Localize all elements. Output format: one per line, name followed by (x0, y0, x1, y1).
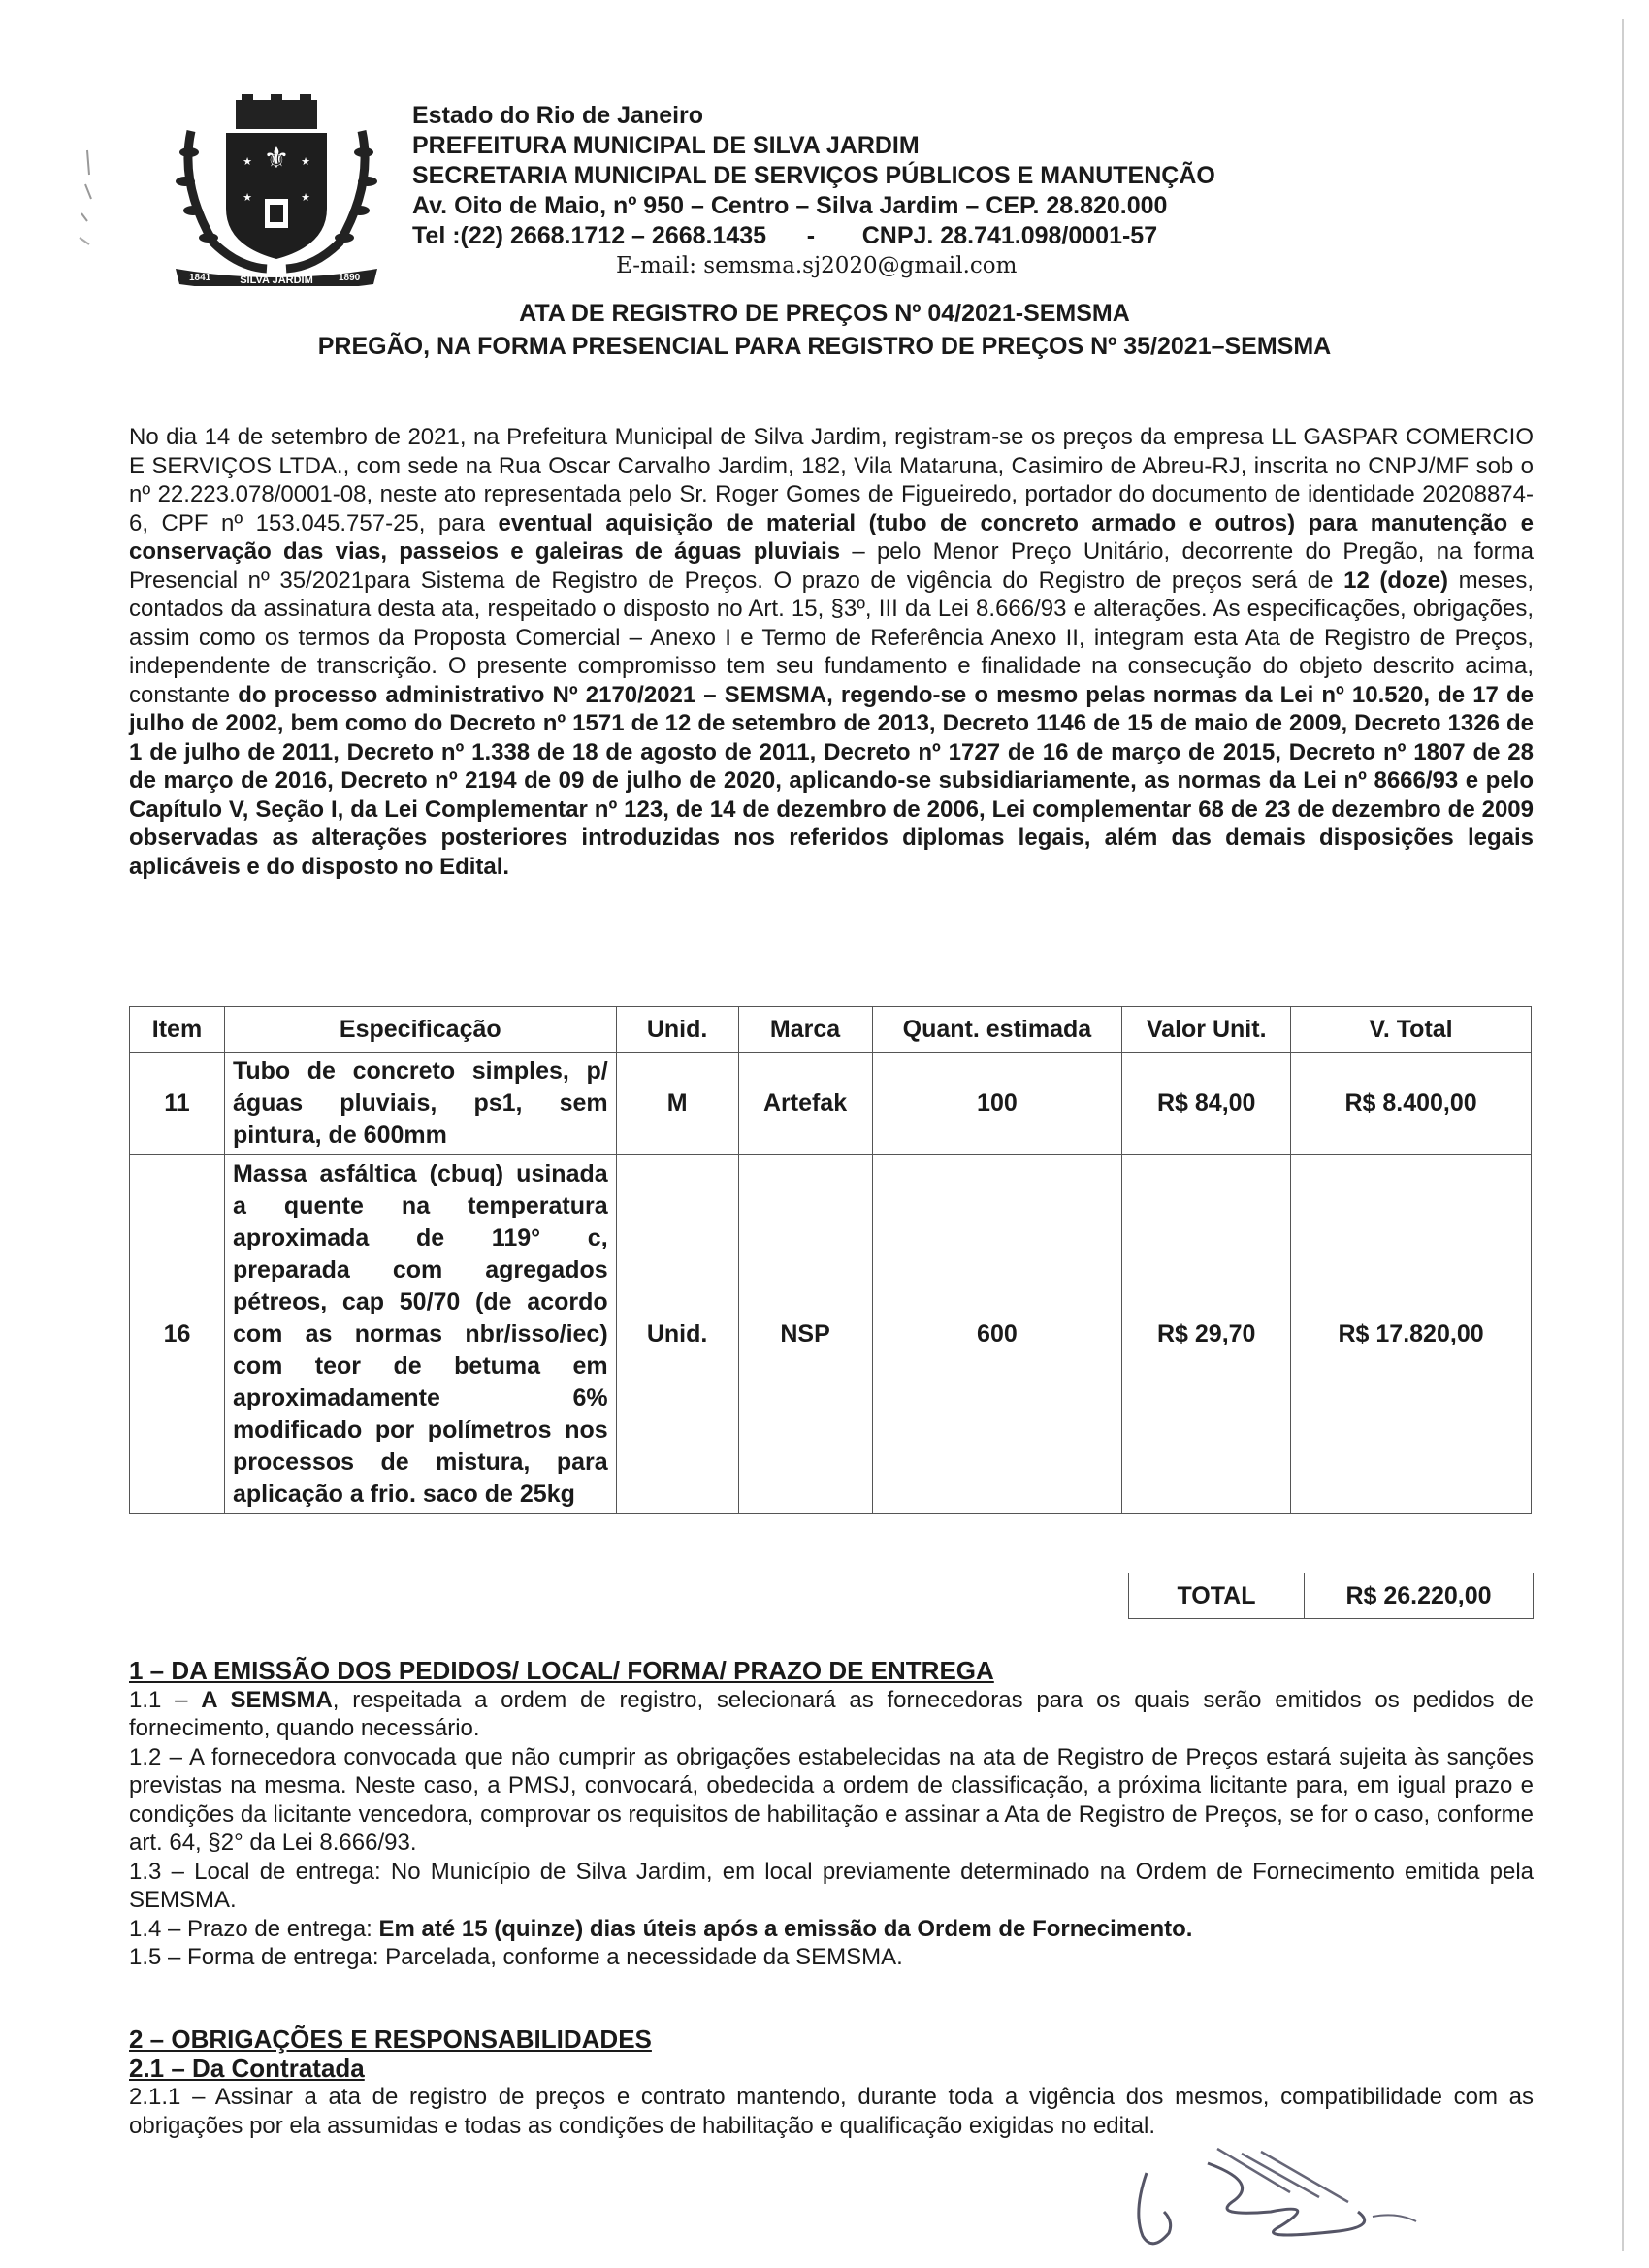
item-total: R$ 8.400,00 (1291, 1053, 1532, 1155)
clause-1-2: 1.2 – A fornecedora convocada que não cumprir as obrigações estabelecidas na ata de Registro de Preços estará sujeita às sanções previstas na mesma. Neste caso, a PMSJ, convocará, obedecida a ordem de classificação, a próxima licitante para, em igual prazo e condições da licitante vencedora, comprovar os requisitos de habilitação e assinar a Ata de Registro de Preços, se for o caso, conforme art. 64, §2° da Lei 8.666/93. (129, 1743, 1534, 1856)
column-header: Quant. estimada (872, 1007, 1122, 1053)
intro-paragraph: No dia 14 de setembro de 2021, na Prefeitura Municipal de Silva Jardim, registram-se os preços da empresa LL GASPAR COMERCIO E SERVIÇOS LTDA., com sede na Rua Oscar Carvalho Jardim, 182, Vila Mataruna, Casimiro de Abreu-RJ, inscrita no CNPJ/MF sob o nº 22.223.078/0001-08, neste ato representada pelo Sr. Roger Gomes de Figueiredo, portador do documento de identidade 20208874-6, CPF nº 153.045.757-25, para eventual aquisição de material (tubo de concreto armado e outros) para manutenção e conservação das vias, passeios e galeiras de águas pluviais – pelo Menor Preço Unitário, decorrente do Pregão, na forma Presencial nº 35/2021para Sistema de Registro de Preços. O prazo de vigência do Registro de preços será de 12 (doze) meses, contados da assinatura desta ata, respeitado o disposto no Art. 15, §3º, III da Lei 8.666/93 e alterações. As especificações, obrigações, assim como os termos da Proposta Comercial – Anexo I e Termo de Referência Anexo II, integram esta Ata de Registro de Preços, independente de transcrição. O presente compromisso tem seu fundamento e finalidade na consecução do objeto descrito acima, constante do processo administrativo Nº 2170/2021 – SEMSMA, regendo-se o mesmo pelas normas da Lei nº 10.520, de 17 de julho de 2002, bem como do Decreto nº 1571 de 12 de setembro de 2013, Decreto 1146 de 15 de maio de 2009, Decreto 1326 de 1 de julho de 2011, Decreto nº 1.338 de 18 de agosto de 2011, Decreto nº 1727 de 16 de março de 2015, Decreto nº 1807 de 28 de março de 2016, Decreto nº 2194 de 09 de julho de 2020, aplicando-se subsidiariamente, as normas da Lei nº 8666/93 e pelo Capítulo V, Seção I, da Lei Complementar nº 123, de 14 de dezembro de 2006, Lei complementar 68 de 23 de dezembro de 2009 observadas as alterações posteriores introduzidas nos referidos diplomas legais, além das demais disposições legais aplicáveis e do disposto no Edital. (129, 424, 1535, 880)
signature-icon (1125, 2144, 1445, 2255)
column-header: Item (130, 1007, 225, 1053)
document-title: ATA DE REGISTRO DE PREÇOS Nº 04/2021-SEMSMA (519, 300, 1130, 327)
item-number: 11 (130, 1053, 225, 1155)
item-unit: M (616, 1053, 738, 1155)
item-unit: Unid. (616, 1155, 738, 1514)
clause-1-1: 1.1 – A SEMSMA, respeitada a ordem de registro, selecionará as fornecedoras para os quais serão emitidos os pedidos de fornecimento, quando necessário. (129, 1686, 1534, 1741)
table-header-row (130, 1007, 1532, 1053)
table-row (130, 1155, 1532, 1514)
clause-1-3: 1.3 – Local de entrega: No Município de Silva Jardim, em local previamente determinado na Ordem de Fornecimento emitida pela SEMSMA. (129, 1858, 1534, 1913)
svg-text:SILVA JARDIM: SILVA JARDIM (240, 275, 313, 286)
total-value: R$ 26.220,00 (1345, 1581, 1492, 1609)
clause-2-1-1: 2.1.1 – Assinar a ata de registro de preços e contrato mantendo, durante toda a vigência dos mesmos, compatibilidade com as obrigações por ela assumidas e todas as condições de habilitação e qualificação exigidas no edital. (129, 2084, 1534, 2139)
svg-text:★: ★ (242, 191, 252, 204)
total-label: TOTAL (1129, 1573, 1305, 1618)
price-table (129, 1006, 1532, 1514)
item-total: R$ 17.820,00 (1291, 1155, 1532, 1514)
svg-text:★: ★ (301, 191, 310, 204)
svg-text:1841: 1841 (189, 273, 211, 283)
clause-1-5: 1.5 – Forma de entrega: Parcelada, conforme a necessidade da SEMSMA. (129, 1944, 903, 1970)
section-2-subheading: 2.1 – Da Contratada (129, 2053, 365, 2083)
section-2-heading: 2 – OBRIGAÇÕES E RESPONSABILIDADES (129, 2025, 652, 2054)
section-2 (129, 2025, 1534, 2140)
secretariat-name: SECRETARIA MUNICIPAL DE SERVIÇOS PÚBLICOS E MANUTENÇÃO (412, 162, 1215, 189)
svg-text:★: ★ (301, 155, 310, 168)
item-specification: Massa asfáltica (cbuq) usinada a quente na temperatura aproximada de 119° c, preparada com agregados pétreos, cap 50/70 (de acordo com as normas nbr/isso/iec) com teor de betuma em aproximadamente 6% modificado por polímetros nos processos de mistura, para aplicação a frio. saco de 25kg (224, 1155, 616, 1514)
section-1 (129, 1657, 1534, 1972)
prefecture-name: PREFEITURA MUNICIPAL DE SILVA JARDIM (412, 132, 920, 159)
state-name: Estado do Rio de Janeiro (412, 102, 704, 129)
item-unit-price: R$ 84,00 (1122, 1053, 1291, 1155)
address: Av. Oito de Maio, nº 950 – Centro – Silva Jardim – CEP. 28.820.000 (412, 192, 1168, 219)
table-row (130, 1053, 1532, 1155)
section-1-heading: 1 – DA EMISSÃO DOS PEDIDOS/ LOCAL/ FORMA/ PRAZO DE ENTREGA (129, 1656, 994, 1685)
item-specification: Tubo de concreto simples, p/ águas pluviais, ps1, sem pintura, de 600mm (224, 1053, 616, 1155)
margin-marks (68, 146, 107, 262)
svg-text:⚜: ⚜ (263, 142, 290, 176)
column-header: V. Total (1291, 1007, 1532, 1053)
document-subtitle: PREGÃO, NA FORMA PRESENCIAL PARA REGISTRO DE PREÇOS Nº 35/2021–SEMSMA (317, 333, 1332, 360)
column-header: Unid. (616, 1007, 738, 1053)
item-quantity: 600 (872, 1155, 1122, 1514)
item-brand: Artefak (738, 1053, 872, 1155)
svg-text:1890: 1890 (339, 273, 361, 283)
clause-1-4: 1.4 – Prazo de entrega: Em até 15 (quinze) dias úteis após a emissão da Ordem de Fornecimento. (129, 1915, 1193, 1942)
phones-cnpj: Tel :(22) 2668.1712 – 2668.1435 - CNPJ. 28.741.098/0001-57 (412, 222, 1158, 249)
svg-text:★: ★ (242, 155, 252, 168)
column-header: Especificação (224, 1007, 616, 1053)
municipal-crest-icon (170, 92, 383, 286)
column-header: Valor Unit. (1122, 1007, 1291, 1053)
column-header: Marca (738, 1007, 872, 1053)
email: E-mail: semsma.sj2020@gmail.com (616, 253, 1018, 278)
table-total (1128, 1573, 1534, 1619)
item-unit-price: R$ 29,70 (1122, 1155, 1291, 1514)
letterhead (412, 101, 1215, 281)
item-brand: NSP (738, 1155, 872, 1514)
item-number: 16 (130, 1155, 225, 1514)
item-quantity: 100 (872, 1053, 1122, 1155)
